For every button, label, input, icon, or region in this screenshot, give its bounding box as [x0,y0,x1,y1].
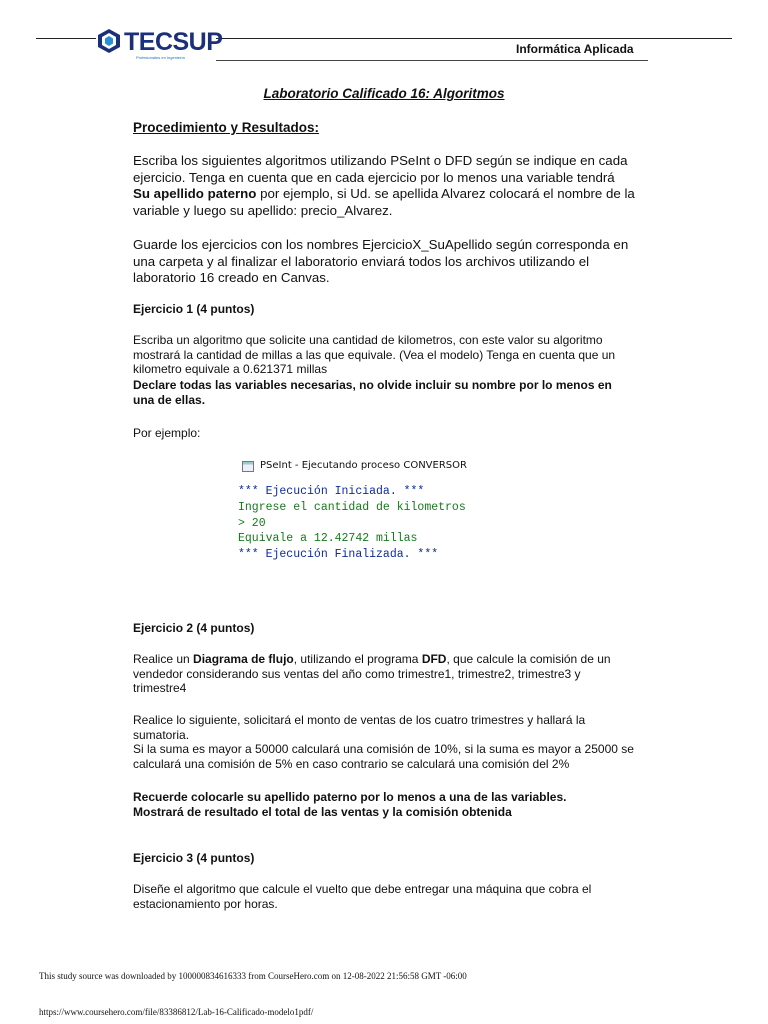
ejercicio1-bold-text: Declare todas las variables necesarias, no olvide incluir su nombre por lo menos en una de ellas. [133,378,612,407]
e2-bold2-text: Mostrará de resultado el total de las ventas y la comisión obtenida [133,805,512,819]
intro-paragraph-2: Guarde los ejercicios con los nombres EjercicioX_SuApellido según corresponda en una carpeta y al finalizar el laboratorio enviará todos los archivos utilizando el laboratorio 16 creado en Canvas. [133,237,629,285]
ejercicio3-heading: Ejercicio 3 (4 puntos) [133,851,255,865]
e2-p1-bold2: DFD [421,652,447,666]
e2-p1-bold1: Diagrama de flujo [193,652,294,666]
section-heading: Procedimiento y Resultados: [133,120,320,135]
logo-tagline: Profesionales en Ingeniería [136,55,185,60]
console-line: Equivale a 12.42742 millas [238,532,418,546]
ejercicio2-bold-2 [133,805,635,820]
source-url[interactable]: https://www.coursehero.com/file/83386812/Lab-16-Calificado-modelo1pdf/ [39,1007,314,1017]
console-output [238,484,466,563]
e2-p1-text2: , utilizando el programa [293,652,422,666]
intro-p1-bold: Su apellido paterno [133,186,257,201]
intro-p1-text: Escriba los siguientes algoritmos utilizando PSeInt o DFD según se indique en cada ejercicio. Tenga en cuenta que en cada ejercicio por lo menos una variable tendrá [133,153,628,185]
ejercicio2-paragraph-2: Realice lo siguiente, solicitará el monto de ventas de los cuatro trimestres y hallará la sumatoria. [133,713,586,742]
console-line: > 20 [238,516,266,530]
console-line: Ingrese el cantidad de kilometros [238,500,466,514]
example-label: Por ejemplo: [133,426,201,440]
console-window-title: PSeInt - Ejecutando proceso CONVERSOR [260,460,467,471]
ejercicio2-bold-1 [133,790,635,805]
intro-p1-text-end: por ejemplo, si Ud. se apellida Alvarez colocará el nombre de la variable y luego su apellido: precio_Alvarez. [133,186,635,218]
ejercicio1-text: Escriba un algoritmo que solicite una cantidad de kilometros, con este valor su algoritmo mostrará la cantidad de millas a las que equivale. (Vea el modelo) Tenga en cuenta que un kilometro equivale a 0.621371 millas [133,333,616,376]
console-line: *** Ejecución Finalizada. *** [238,548,439,562]
ejercicio2-paragraph-1 [133,652,635,696]
header-subrule [205,60,648,61]
ejercicio2-heading: Ejercicio 2 (4 puntos) [133,621,255,635]
tecsup-logo [96,26,223,62]
logo-text: TECSUP [124,28,223,56]
ejercicio2-paragraph-3: Si la suma es mayor a 50000 calculará una comisión de 10%, si la suma es mayor a 25000 se calculará una comisión de 5% en caso contrario se calculará una comisión del 2% [133,742,634,771]
window-icon [242,461,254,472]
e2-p1-text3: , que calcule la comisión de un vendedor considerando sus ventas del año como trimestre1, trimestre2, trimestre3 y trimestre4 [133,652,611,695]
course-name: Informática Aplicada [516,42,634,56]
ejercicio3-text: Diseñe el algoritmo que calcule el vuelto que debe entregar una máquina que cobra el estacionamiento por horas. [133,882,592,911]
ejercicio1-heading: Ejercicio 1 (4 puntos) [133,302,255,316]
e2-p1-text: Realice un [133,652,194,666]
download-notice: This study source was downloaded by 100000834616333 from CourseHero.com on 12-08-2022 21:56:58 GMT -06:00 [39,971,467,981]
console-line: *** Ejecución Iniciada. *** [238,485,425,498]
tecsup-emblem-icon [96,28,122,54]
document-title: Laboratorio Calificado 16: Algoritmos [263,86,505,101]
ejercicio1-bold [133,378,635,407]
intro-paragraph-1 [133,153,635,219]
e2-bold1-text: Recuerde colocarle su apellido paterno por lo menos a una de las variables. [133,790,567,804]
